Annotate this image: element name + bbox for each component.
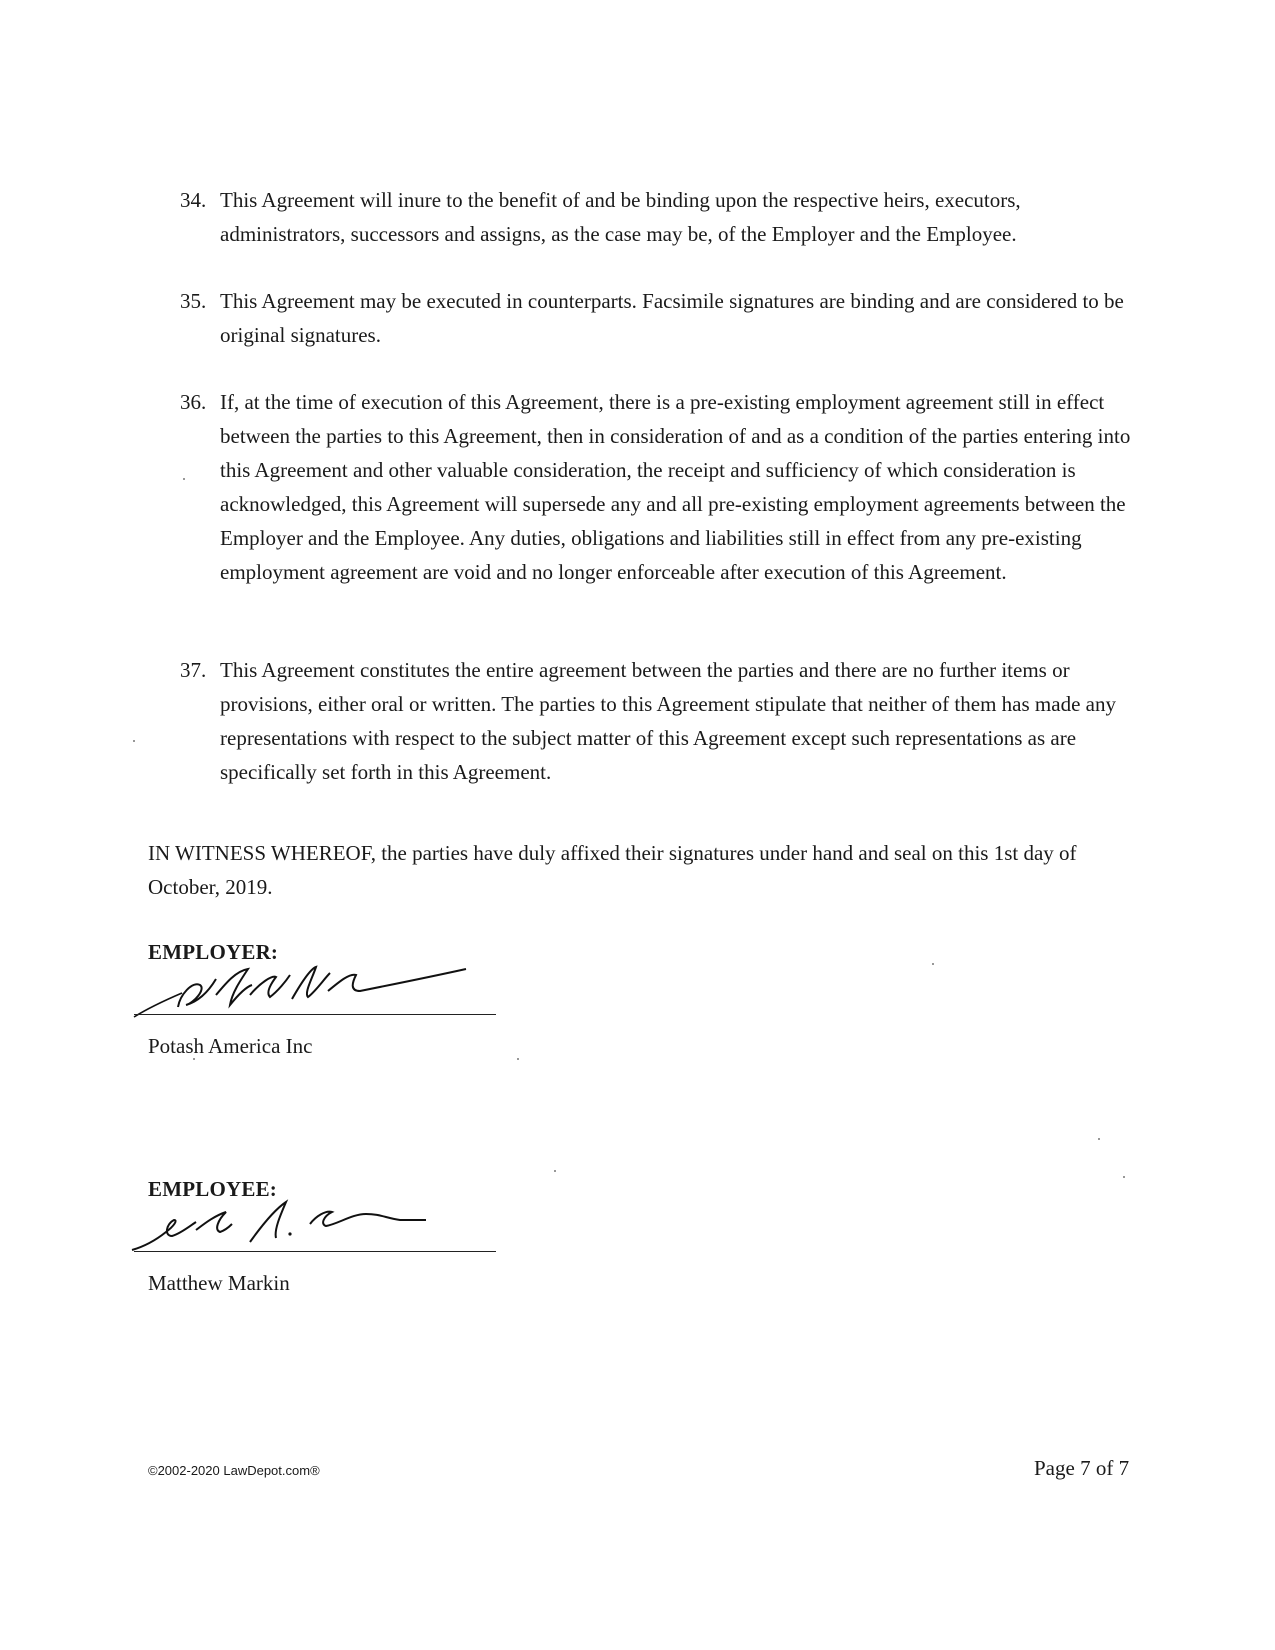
scan-speck <box>133 740 135 742</box>
employer-label: EMPLOYER: <box>148 940 279 964</box>
clause-text: If, at the time of execution of this Agreement, there is a pre-existing employment agreement still in effect between the parties to this Agreement, then in consideration of and as a condition of the parties entering into this Agreement and other valuable consideration, the receipt and sufficiency of which consideration is acknowledged, this Agreement will supersede any and all pre-existing employment agreements between the Employer and the Employee. Any duties, obligations and liabilities still in effect from any pre-existing employment agreement are void and no longer enforceable after execution of this Agreement. <box>220 390 1131 584</box>
employer-name: Potash America Inc <box>148 1034 313 1058</box>
scan-speck <box>193 1058 195 1060</box>
clause-number: 36. <box>180 390 207 414</box>
employer-signature-line <box>134 1014 496 1015</box>
clause-36 <box>180 385 1140 589</box>
scan-speck <box>183 478 185 480</box>
clause-number: 34. <box>180 188 207 212</box>
scan-speck <box>517 1058 519 1060</box>
scan-speck <box>554 1170 556 1172</box>
footer-copyright: ©2002-2020 LawDepot.com® <box>148 1463 320 1478</box>
witness-statement: IN WITNESS WHEREOF, the parties have duly affixed their signatures under hand and seal on this 1st day of October, 2019. <box>148 841 1077 899</box>
scan-speck <box>932 963 934 965</box>
employee-signature-line <box>134 1251 496 1252</box>
scan-speck <box>1123 1176 1125 1178</box>
clause-35 <box>180 284 1140 352</box>
employee-name: Matthew Markin <box>148 1271 290 1295</box>
scan-speck <box>1098 1138 1100 1140</box>
clause-text: This Agreement will inure to the benefit of and be binding upon the respective heirs, executors, administrators, successors and assigns, as the case may be, of the Employer and the Employee. <box>220 188 1021 246</box>
clause-number: 37. <box>180 658 207 682</box>
employee-label: EMPLOYEE: <box>148 1177 277 1201</box>
clause-number: 35. <box>180 289 207 313</box>
page-number: Page 7 of 7 <box>1034 1456 1130 1480</box>
clause-text: This Agreement may be executed in counterparts. Facsimile signatures are binding and are considered to be original signatures. <box>220 289 1124 347</box>
clause-37 <box>180 653 1140 789</box>
clause-34 <box>180 183 1140 251</box>
clause-text: This Agreement constitutes the entire agreement between the parties and there are no further items or provisions, either oral or written. The parties to this Agreement stipulate that neither of them has made any representations with respect to the subject matter of this Agreement except such representations as are specifically set forth in this Agreement. <box>220 658 1116 784</box>
employee-signature <box>120 1190 480 1260</box>
